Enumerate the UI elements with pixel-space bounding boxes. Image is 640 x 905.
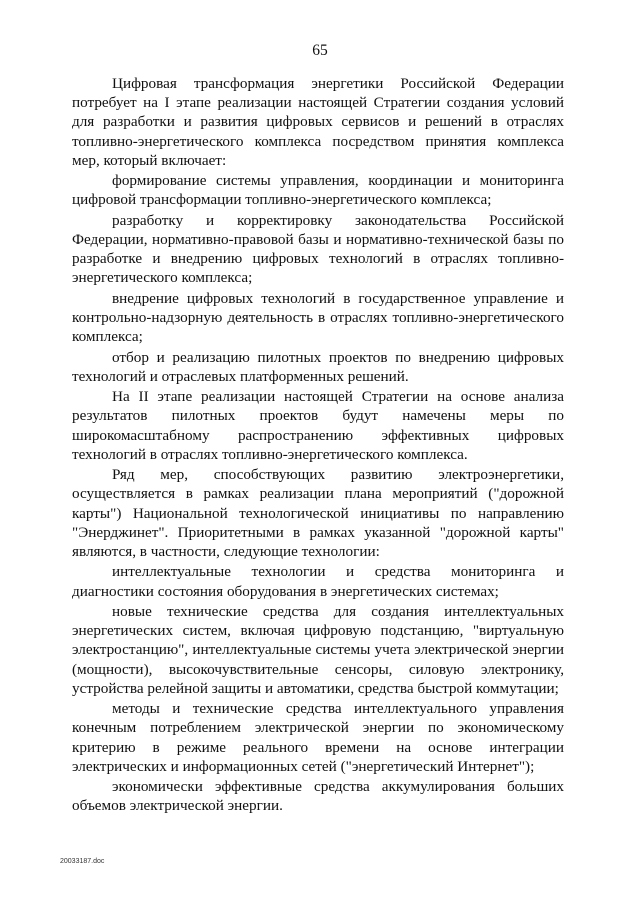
file-name-footer: 20033187.doc <box>60 858 105 865</box>
paragraph: методы и технические средства интеллектуального управления конечным потреблением электрической энергии по экономическому критерию в режиме реального времени на основе интеграции электрических и информационных сетей ("энергетический Интернет"); <box>72 700 564 775</box>
page-number: 65 <box>312 42 328 59</box>
paragraph: интеллектуальные технологии и средства мониторинга и диагностики состояния оборудования в энергетических системах; <box>72 563 564 600</box>
paragraph: Ряд мер, способствующих развитию электроэнергетики, осуществляется в рамках реализации плана мероприятий ("дорожной карты") Национальной технологической инициативы по направлению "Энерджинет". Приоритетными в рамках указанной "дорожной карты" являются, в частности, следующие технологии: <box>72 466 564 560</box>
paragraph: новые технические средства для создания интеллектуальных энергетических систем, включая цифровую подстанцию, "виртуальную электростанцию", интеллектуальные системы учета электрической энергии (мощности), высокочувствительные сенсоры, силовую электронику, устройства релейной защиты и автоматики, средства быстрой коммутации; <box>72 602 564 697</box>
paragraph: отбор и реализацию пилотных проектов по внедрению цифровых технологий и отраслевых платформенных решений. <box>72 348 564 385</box>
document-body <box>72 74 564 817</box>
paragraph: экономически эффективные средства аккумулирования больших объемов электрической энергии. <box>72 778 564 815</box>
paragraph: На II этапе реализации настоящей Стратегии на основе анализа результатов пилотных проектов будут намечены меры по широкомасштабному распространению эффективных цифровых технологий в отраслях топливно-энергетического комплекса. <box>72 388 564 463</box>
paragraph: разработку и корректировку законодательства Российской Федерации, нормативно-правовой базы и нормативно-технической базы по разработке и внедрению цифровых технологий в отраслях топливно-энергетического комплекса; <box>72 211 564 287</box>
paragraph: Цифровая трансформация энергетики Российской Федерации потребует на I этапе реализации настоящей Стратегии создания условий для разработки и развития цифровых сервисов и решений в отраслях топливно-энергетического комплекса посредством принятия комплекса мер, который включает: <box>72 75 564 169</box>
paragraph: формирование системы управления, координации и мониторинга цифровой трансформации топливно-энергетического комплекса; <box>72 172 564 209</box>
paragraph: внедрение цифровых технологий в государственное управление и контрольно-надзорную деятельность в отраслях топливно-энергетического комплекса; <box>72 289 564 346</box>
